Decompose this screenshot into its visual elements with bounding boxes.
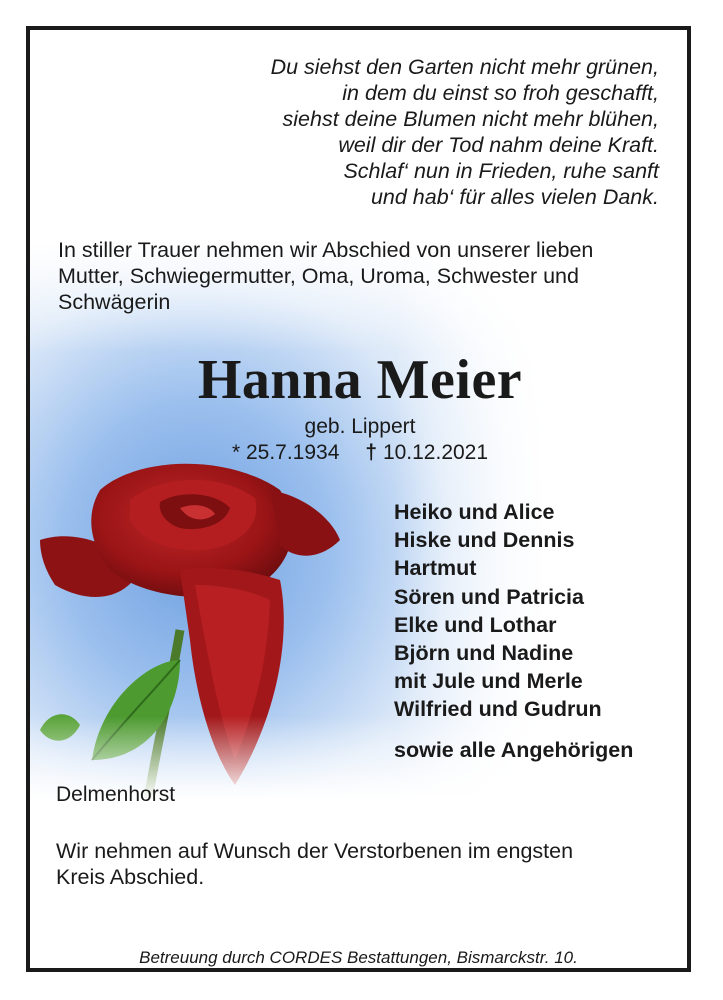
mourner-entry: Elke und Lothar <box>394 612 557 637</box>
poem-line: Schlaf‘ nun in Frieden, ruhe sanft <box>343 159 659 183</box>
poem-line: in dem du einst so froh geschafft, <box>342 81 659 105</box>
death-date: 10.12.2021 <box>382 441 489 464</box>
cross-icon: † <box>365 441 378 464</box>
mourners-list <box>394 498 602 724</box>
obituary-frame <box>26 26 691 972</box>
wish-line: Wir nehmen auf Wunsch der Verstorbenen im engsten <box>56 839 574 863</box>
mourner-entry: Heiko und Alice <box>394 500 555 524</box>
mourner-entry: Björn und Nadine <box>394 641 574 666</box>
intro-line: In stiller Trauer nehmen wir Abschied von unserer lieben <box>58 238 594 262</box>
wish-line: Kreis Abschied. <box>56 865 205 889</box>
poem-line: und hab‘ für alles vielen Dank. <box>370 185 659 209</box>
life-dates <box>30 440 690 466</box>
mourner-entry: Wilfried und Gudrun <box>394 697 602 722</box>
other-relatives: sowie alle Angehörigen <box>394 738 634 762</box>
poem <box>271 54 659 210</box>
funeral-home-footer: Betreuung durch CORDES Bestattungen, Bismarckstr. 10. <box>139 948 578 967</box>
birth-date: 25.7.1934 <box>245 441 340 464</box>
deceased-name: Hanna Meier <box>197 349 523 411</box>
intro-line: Mutter, Schwiegermutter, Oma, Uroma, Schwester und <box>58 264 579 288</box>
birth-name: geb. Lippert <box>304 415 416 438</box>
poem-line: siehst deine Blumen nicht mehr blühen, <box>282 107 659 131</box>
mourner-entry: Sören und Patricia <box>394 584 584 609</box>
birth-mark: * <box>231 441 241 464</box>
mourner-entry: mit Jule und Merle <box>394 669 583 694</box>
funeral-wish <box>56 838 661 890</box>
mourner-entry: Hartmut <box>394 556 477 581</box>
mourner-entry: Hiske und Dennis <box>394 528 575 553</box>
intro-line: Schwägerin <box>58 290 171 314</box>
mourning-intro <box>58 237 661 315</box>
town: Delmenhorst <box>56 783 176 806</box>
poem-line: Du siehst den Garten nicht mehr grünen, <box>270 55 659 79</box>
poem-line: weil dir der Tod nahm deine Kraft. <box>338 133 659 157</box>
